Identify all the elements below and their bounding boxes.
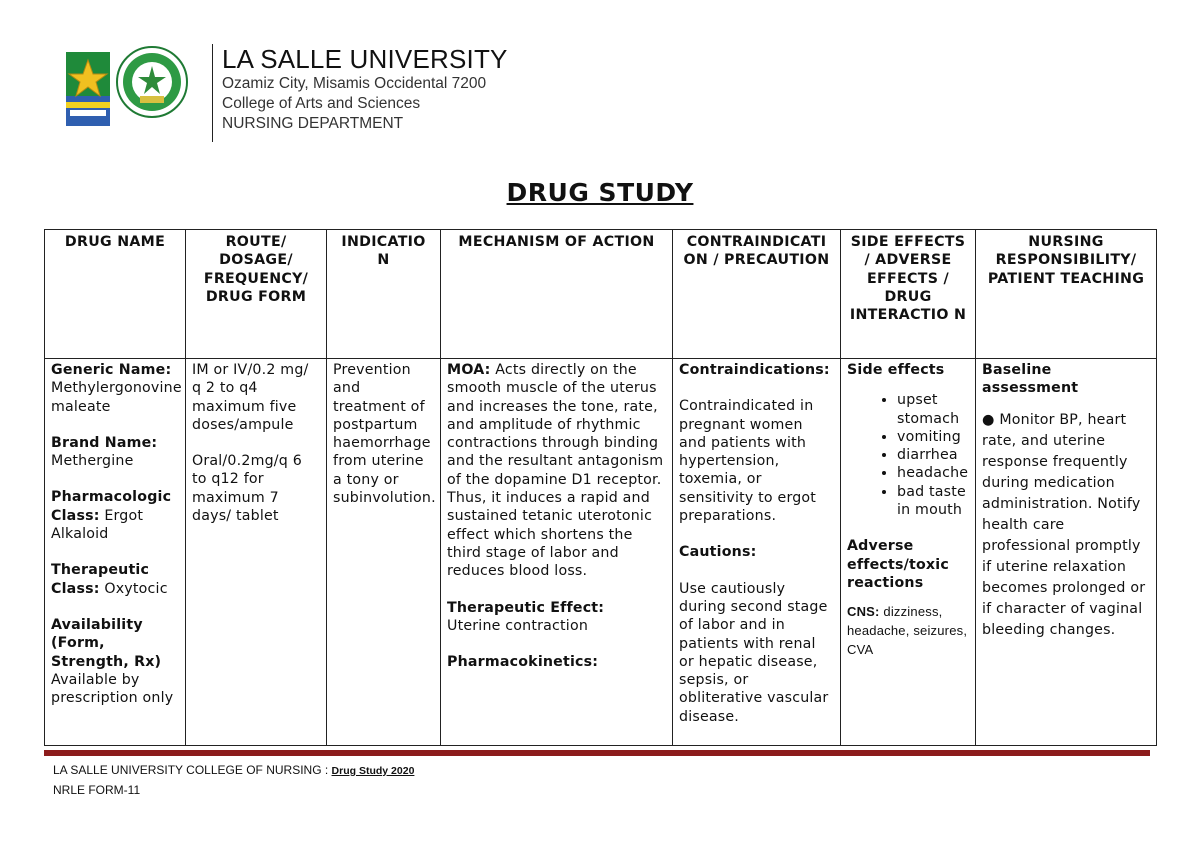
footer-form-number: NRLE FORM-11 (53, 783, 141, 797)
university-seal-icon (116, 46, 188, 118)
table-row (45, 359, 1157, 746)
list-item: • vomiting (897, 428, 969, 446)
header-route: ROUTE/ DOSAGE/ FREQUENCY/ DRUG FORM (186, 230, 327, 359)
list-item: • upset stomach (897, 391, 969, 428)
footer-link[interactable]: Drug Study 2020 (331, 765, 415, 777)
pharmacokinetics-label: Pharmacokinetics: (447, 654, 599, 671)
list-item: • bad taste in mouth (897, 483, 969, 520)
nursing-text: Monitor BP, heart rate, and uterine response frequently during medication administration. Notify health care professional promptly if uterine relaxation becomes prolonged or if character of vaginal bleeding changes. (982, 411, 1146, 638)
thera-class-value: Oxytocic (104, 580, 168, 597)
cell-nursing (976, 359, 1157, 746)
contraindications-label: Contraindications: (679, 362, 830, 378)
brand-name-value: Methergine (51, 453, 134, 470)
institution-block (222, 44, 508, 134)
side-effects-list (847, 391, 969, 519)
therapeutic-effect-label: Therapeutic Effect: (447, 599, 605, 616)
cns-value: dizziness, headache, seizures, CVA (847, 604, 968, 658)
cautions-text: Use cautiously during second stage of labor and in patients with renal or hepatic disease, sepsis, or obliterative vascular disease. (679, 580, 829, 725)
availability-label: Availability (Form, Strength, Rx) (51, 616, 162, 670)
header-drug-name: DRUG NAME (45, 230, 186, 359)
university-name: LA SALLE UNIVERSITY (222, 44, 508, 74)
baseline-assessment-label: Baseline assessment (982, 362, 1079, 397)
cell-drug-name (45, 359, 186, 746)
pharm-class-label: Pharmacologic Class: (51, 489, 172, 524)
availability-value: Available by prescription only (51, 671, 174, 707)
footer-prefix: LA SALLE UNIVERSITY COLLEGE OF NURSING : (53, 763, 329, 777)
cell-contraindication (673, 359, 841, 746)
table-header-row (45, 230, 1157, 359)
indication-text: Prevention and treatment of postpartum haemorrhage from uterine a tony or subinvolution. (333, 362, 436, 507)
generic-name-label: Generic Name: (51, 362, 172, 378)
adverse-effects-label: Adverse effects/toxic reactions (847, 538, 949, 591)
footer-rule (44, 750, 1150, 756)
header-mechanism: MECHANISM OF ACTION (441, 230, 673, 359)
college-shield-logo-icon (66, 52, 110, 126)
drug-study-table (44, 229, 1157, 746)
header-contraindication: CONTRAINDICATI ON / PRECAUTION (673, 230, 841, 359)
list-item: • headache (897, 464, 969, 482)
bullet-icon: ● (982, 411, 995, 428)
letterhead (66, 40, 666, 144)
address: Ozamiz City, Misamis Occidental 7200 (222, 75, 487, 92)
moa-text: Acts directly on the smooth muscle of the uterus and increases the tone, rate, and amplitude of rhythmic contractions through binding and the resultant antagonism of the dopamine D1 receptor. Thus, it induces a rapid and sustained tetanic uterotonic effect which shortens the third stage of labor and reduces blood loss. (447, 362, 664, 580)
contraindications-text: Contraindicated in pregnant women and patients with hypertension, toxemia, or sensitivity to ergot preparations. (679, 398, 817, 525)
footer-line-1 (53, 763, 414, 777)
therapeutic-effect-value: Uterine contraction (447, 617, 589, 634)
cns-label: CNS: (847, 604, 880, 620)
brand-name-label: Brand Name: (51, 434, 158, 451)
pharm-class-value: Ergot Alkaloid (51, 507, 144, 543)
header-nursing: NURSING RESPONSIBILITY/ PATIENT TEACHING (976, 230, 1157, 359)
cell-route (186, 359, 327, 746)
generic-name-value: Methylergonovine maleate (51, 380, 182, 415)
moa-label: MOA: (447, 362, 491, 378)
cell-indication (327, 359, 441, 746)
cautions-label: Cautions: (679, 544, 757, 561)
cell-mechanism (441, 359, 673, 746)
list-item: • diarrhea (897, 446, 969, 464)
page-title: DRUG STUDY (506, 178, 694, 207)
side-effects-label: Side effects (847, 362, 945, 378)
college-name: College of Arts and Sciences (222, 95, 421, 112)
cell-side-effects (841, 359, 976, 746)
header-divider (212, 44, 213, 142)
route-oral: Oral/0.2mg/q 6 to q12 for maximum 7 days/ tablet (192, 453, 302, 525)
department-name: NURSING DEPARTMENT (222, 115, 404, 132)
route-parenteral: IM or IV/0.2 mg/ q 2 to q4 maximum five doses/ampule (192, 362, 309, 433)
thera-class-label: Therapeutic Class: (51, 562, 150, 597)
header-side-effects: SIDE EFFECTS / ADVERSE EFFECTS / DRUG INTERACTIO N (841, 230, 976, 359)
header-indication: INDICATIO N (327, 230, 441, 359)
